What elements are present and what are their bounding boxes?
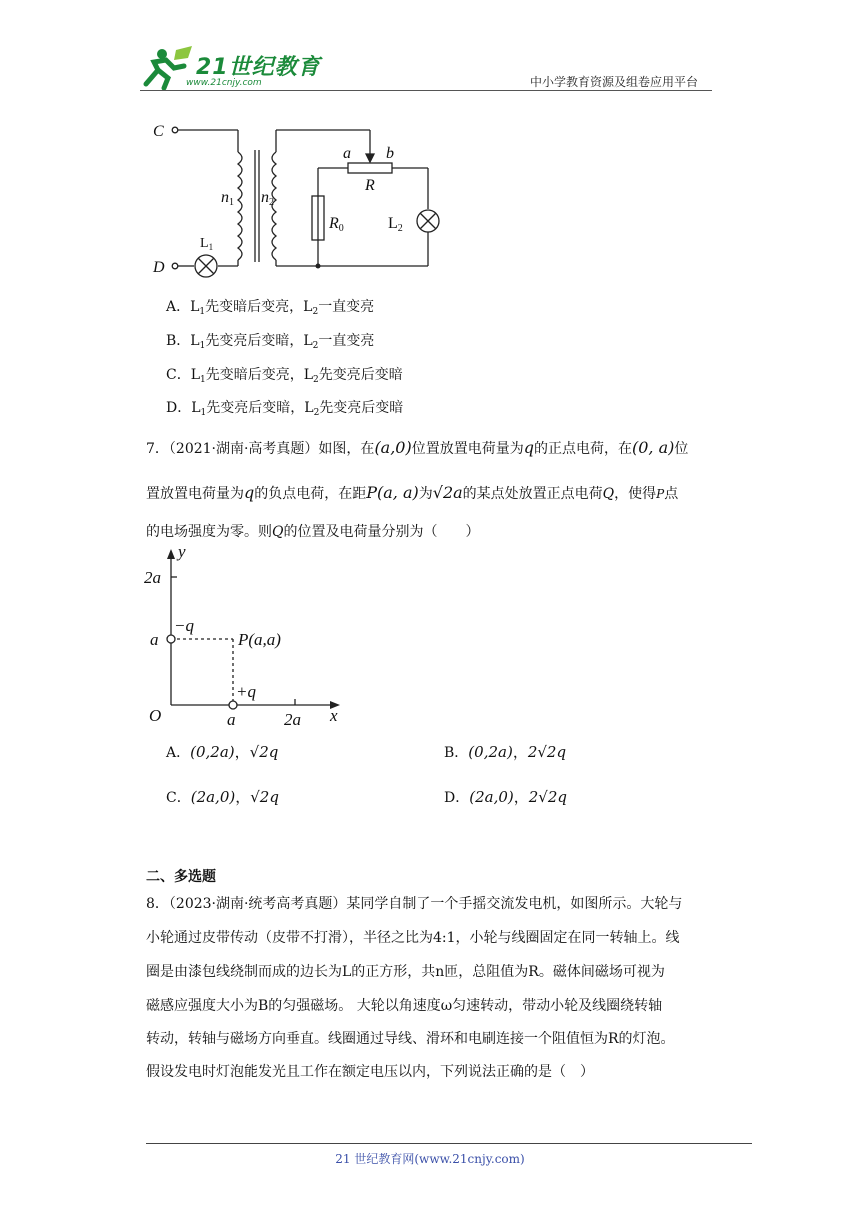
q7-option-b: B．(0,2a)，2√2q (444, 743, 567, 761)
q7-line-3: 的电场强度为零。则Q的位置及电荷量分别为（ ） (146, 524, 480, 540)
label-c: C (153, 123, 164, 140)
y-tick-a: a (150, 630, 159, 649)
section-title-multiple-choice: 二、多选题 (146, 869, 216, 885)
positive-charge-point (229, 701, 237, 709)
label-d: D (153, 259, 165, 276)
q8-line-6: 假设发电时灯泡能发光且工作在额定电压以内，下列说法正确的是（ ） (146, 1064, 594, 1080)
origin-label: O (149, 706, 162, 725)
negative-charge-point (167, 635, 175, 643)
terminal-c (172, 127, 178, 133)
platform-name: 中小学教育资源及组卷应用平台 (530, 75, 699, 89)
q7-line-2: 置放置电荷量为q的负点电荷，在距P(a, a)为√2a的某点处放置正点电荷Q，使得P点 (146, 483, 679, 502)
q6-option-b: B．$L_1$先变亮后变暗，$L_2$一直变亮 (166, 333, 375, 351)
label-a: a (343, 145, 351, 162)
label-r0: R0 (329, 215, 344, 234)
x-tick-a: a (227, 710, 236, 729)
axis-x-label: x (330, 706, 338, 725)
label-n1: n1 (221, 189, 234, 208)
label-n2: n2 (261, 189, 274, 208)
q6-option-d: D．$L_1$先变亮后变暗，$L_2$先变亮后变暗 (166, 400, 404, 418)
label-b: b (386, 145, 394, 162)
axis-y-label: y (178, 545, 186, 561)
q8-line-5: 转动，转轴与磁场方向垂直。线圈通过导线、滑环和电刷连接一个阻值恒为R的灯泡。 (146, 1031, 675, 1047)
terminal-d (172, 263, 178, 269)
q7-option-c: C．(2a,0)，√2q (166, 788, 279, 806)
q7-line-1: 7．（2021·湖南·高考真题）如图，在(a,0)位置放置电荷量为q的正点电荷，在(0, a)位 (146, 438, 689, 457)
footer-link[interactable]: 21 世纪教育网(www.21cnjy.com) (335, 1152, 525, 1166)
q6-option-a: A．$L_1$先变暗后变亮，$L_2$一直变亮 (166, 299, 375, 317)
y-tick-2a: 2a (144, 568, 161, 587)
q7-option-a: A．(0,2a)，√2q (166, 743, 279, 761)
header-divider (140, 90, 712, 91)
logo-url: www.21cnjy.com (186, 78, 262, 88)
label-l1: $L_1$ (200, 236, 214, 252)
q8-line-4: 磁感应强度大小为B的匀强磁场。 大轮以角速度ω匀速转动，带动小轮及线圈绕转轴 (146, 998, 663, 1014)
label-minus-q: −q (174, 616, 194, 635)
footer-divider (146, 1143, 752, 1144)
label-plus-q: +q (236, 682, 256, 701)
logo-text: 21世纪教育 (196, 55, 321, 80)
q6-option-c: C．$L_1$先变暗后变亮，$L_2$先变亮后变暗 (166, 367, 403, 385)
label-r: R (365, 177, 375, 194)
label-l2: L2 (388, 215, 403, 234)
q8-line-3: 圈是由漆包线绕制而成的边长为L的正方形，共n匝，总阻值为R。磁体间磁场可视为 (146, 964, 665, 980)
q8-line-2: 小轮通过皮带传动（皮带不打滑），半径之比为4:1，小轮与线圈固定在同一转轴上。线 (146, 930, 680, 946)
q7-option-d: D．(2a,0)，2√2q (444, 788, 568, 806)
x-tick-2a: 2a (284, 710, 301, 729)
label-point-p: P(a,a) (238, 630, 281, 649)
transformer-circuit-diagram (148, 112, 448, 282)
coordinate-diagram (140, 545, 360, 730)
q8-line-1: 8．（2023·湖南·统考高考真题）某同学自制了一个手摇交流发电机，如图所示。大轮与 (146, 896, 683, 912)
resistor-r (348, 163, 392, 173)
